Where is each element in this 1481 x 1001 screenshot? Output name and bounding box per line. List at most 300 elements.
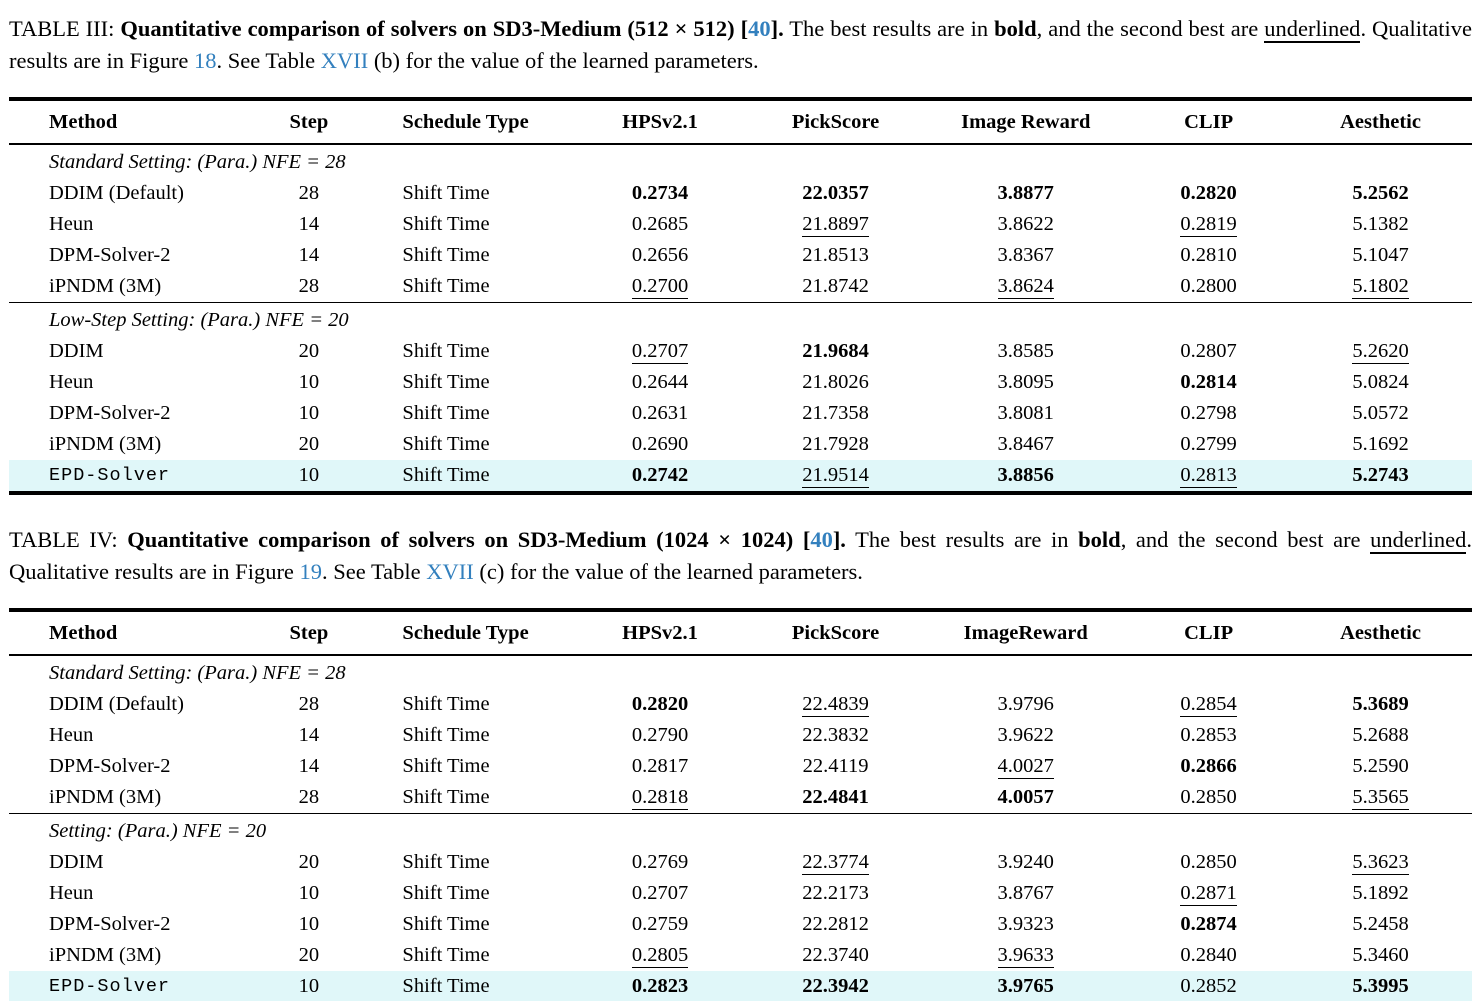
metric-value: 0.2769	[631, 851, 689, 873]
metric-value: 0.2853	[1180, 724, 1237, 746]
metric-value: 22.2812	[802, 913, 869, 935]
column-header-aesthetic: Aesthetic	[1289, 99, 1472, 144]
metric-cell	[748, 460, 924, 493]
metric-cell	[1289, 240, 1472, 271]
metric-cell	[748, 398, 924, 429]
metric-cell	[1289, 940, 1472, 971]
step-cell: 28	[298, 786, 320, 808]
metric-value: 0.2707	[631, 882, 689, 904]
ref-link[interactable]: 19	[299, 559, 323, 584]
metric-value: 5.0572	[1352, 402, 1409, 424]
step-cell: 28	[298, 182, 320, 204]
metric-value: 5.3460	[1352, 944, 1409, 966]
metric-cell	[1128, 878, 1289, 909]
metric-value: 0.2734	[631, 182, 689, 204]
metric-cell	[1289, 429, 1472, 460]
table-row	[9, 940, 1472, 971]
metric-cell	[1289, 720, 1472, 751]
metric-cell	[748, 878, 924, 909]
metric-value: 0.2820	[1180, 182, 1237, 204]
metric-cell	[572, 782, 748, 814]
caption-text: , and the second best are	[1120, 527, 1371, 552]
table-row	[9, 367, 1472, 398]
metric-cell	[1128, 689, 1289, 720]
metric-cell	[923, 460, 1128, 493]
column-header-imagereward: ImageReward	[923, 610, 1128, 655]
metric-cell	[572, 720, 748, 751]
method-cell: DDIM (Default)	[49, 182, 184, 204]
metric-value: 0.2814	[1180, 371, 1237, 393]
schedule-cell: Shift Time	[402, 724, 490, 746]
caption-text: ].	[832, 527, 846, 552]
step-cell: 28	[298, 275, 320, 297]
metric-value: 21.7928	[802, 433, 869, 455]
table-row	[9, 751, 1472, 782]
schedule-cell: Shift Time	[402, 755, 490, 777]
step-cell: 20	[298, 944, 320, 966]
metric-value: 5.1692	[1352, 433, 1409, 455]
method-cell: DPM-Solver-2	[49, 913, 171, 935]
caption-text: . See Table	[216, 48, 321, 73]
metric-cell	[1128, 909, 1289, 940]
epd-solver-row	[9, 971, 1472, 1001]
step-cell: 20	[298, 340, 320, 362]
metric-cell	[1128, 271, 1289, 303]
metric-cell	[1289, 398, 1472, 429]
metric-cell	[1289, 689, 1472, 720]
metric-cell	[572, 429, 748, 460]
method-cell: iPNDM (3M)	[49, 275, 162, 297]
metric-cell	[748, 240, 924, 271]
caption-text: . Qualitative results are in Figure	[9, 527, 1473, 584]
metric-value: 3.9765	[997, 975, 1054, 997]
schedule-cell: Shift Time	[402, 371, 490, 393]
metric-cell	[1289, 878, 1472, 909]
metric-value: 0.2700	[631, 275, 689, 297]
metric-cell	[923, 336, 1128, 367]
schedule-cell: Shift Time	[402, 913, 490, 935]
metric-value: 5.2620	[1352, 340, 1409, 362]
metric-value: 3.8095	[997, 371, 1054, 393]
metric-cell	[923, 720, 1128, 751]
metric-cell	[1128, 367, 1289, 398]
metric-cell	[572, 940, 748, 971]
metric-value: 3.8856	[997, 464, 1054, 486]
metric-value: 21.7358	[802, 402, 869, 424]
metric-cell	[572, 751, 748, 782]
metric-cell	[1128, 398, 1289, 429]
caption-text: , and the second best are	[1036, 16, 1265, 41]
metric-value: 4.0027	[997, 755, 1054, 777]
metric-cell	[923, 940, 1128, 971]
metric-value: 0.2818	[631, 786, 689, 808]
method-cell: iPNDM (3M)	[49, 433, 162, 455]
metric-value: 5.2562	[1352, 182, 1409, 204]
column-header-image-reward: Image Reward	[923, 99, 1128, 144]
metric-value: 21.8026	[802, 371, 869, 393]
metric-value: 0.2807	[1180, 340, 1237, 362]
metric-cell	[1128, 971, 1289, 1001]
table-iv-caption	[9, 524, 1472, 588]
metric-cell	[748, 720, 924, 751]
metric-cell	[748, 367, 924, 398]
method-cell: DPM-Solver-2	[49, 244, 171, 266]
metric-cell	[923, 398, 1128, 429]
caption-text: . Qualitative results are in Figure	[9, 16, 1472, 73]
metric-value: 3.8081	[997, 402, 1054, 424]
metric-cell	[923, 178, 1128, 209]
metric-cell	[923, 751, 1128, 782]
caption-text: Quantitative comparison of solvers on SD3-Medium (512 × 512) [	[120, 16, 749, 41]
metric-value: 22.2173	[802, 882, 869, 904]
section-title: Standard Setting: (Para.) NFE = 28	[49, 151, 346, 173]
table-row	[9, 178, 1472, 209]
caption-text: The best results are in	[845, 527, 1079, 552]
metric-cell	[1128, 782, 1289, 814]
metric-value: 0.2805	[631, 944, 689, 966]
schedule-cell: Shift Time	[402, 975, 490, 997]
metric-cell	[1128, 429, 1289, 460]
metric-value: 3.9622	[997, 724, 1054, 746]
caption-text: TABLE IV:	[9, 527, 128, 552]
ref-link[interactable]: 40	[810, 527, 833, 552]
metric-cell	[923, 367, 1128, 398]
metric-value: 5.3565	[1352, 786, 1409, 808]
metric-value: 0.2644	[631, 371, 689, 393]
table-iii-block	[9, 13, 1472, 495]
metric-cell	[1289, 782, 1472, 814]
metric-cell	[748, 209, 924, 240]
metric-cell	[1289, 460, 1472, 493]
metric-cell	[572, 178, 748, 209]
metric-cell	[572, 847, 748, 878]
metric-value: 5.1382	[1352, 213, 1409, 235]
ref-link[interactable]: 40	[748, 16, 771, 41]
metric-cell	[1289, 209, 1472, 240]
metric-cell	[923, 209, 1128, 240]
table-row	[9, 429, 1472, 460]
step-cell: 14	[298, 244, 320, 266]
metric-cell	[1128, 751, 1289, 782]
section-header-row	[9, 814, 1472, 848]
metric-value: 3.8877	[997, 182, 1054, 204]
schedule-cell: Shift Time	[402, 882, 490, 904]
metric-value: 5.2688	[1352, 724, 1409, 746]
schedule-cell: Shift Time	[402, 851, 490, 873]
table-row	[9, 689, 1472, 720]
metric-value: 0.2798	[1180, 402, 1237, 424]
metric-cell	[1128, 847, 1289, 878]
ref-link[interactable]: 18	[193, 48, 217, 73]
metric-cell	[572, 909, 748, 940]
metric-value: 22.4841	[802, 786, 869, 808]
step-cell: 14	[298, 755, 320, 777]
metric-value: 3.8767	[997, 882, 1054, 904]
metric-value: 0.2820	[631, 693, 689, 715]
method-cell: DPM-Solver-2	[49, 755, 171, 777]
column-header-method: Method	[9, 610, 250, 655]
metric-value: 0.2854	[1180, 693, 1237, 715]
schedule-cell: Shift Time	[402, 275, 490, 297]
metric-cell	[1289, 367, 1472, 398]
table-row	[9, 336, 1472, 367]
metric-cell	[748, 271, 924, 303]
metric-value: 22.3740	[802, 944, 869, 966]
metric-value: 5.3995	[1352, 975, 1409, 997]
schedule-cell: Shift Time	[402, 213, 490, 235]
metric-cell	[748, 178, 924, 209]
metric-cell	[748, 940, 924, 971]
metric-value: 5.1802	[1352, 275, 1409, 297]
metric-cell	[748, 971, 924, 1001]
metric-cell	[572, 367, 748, 398]
table-row	[9, 271, 1472, 303]
ref-link[interactable]: XVII	[320, 48, 369, 73]
metric-value: 21.9514	[802, 464, 869, 486]
column-header-step: Step	[250, 99, 367, 144]
metric-value: 5.2458	[1352, 913, 1409, 935]
table-row	[9, 398, 1472, 429]
metric-value: 3.9323	[997, 913, 1054, 935]
column-header-step: Step	[250, 610, 367, 655]
table-row	[9, 782, 1472, 814]
metric-value: 22.4119	[802, 755, 869, 777]
metric-cell	[1128, 336, 1289, 367]
metric-value: 3.9796	[997, 693, 1054, 715]
metric-value: 0.2790	[631, 724, 689, 746]
method-cell: Heun	[49, 724, 94, 746]
column-header-pickscore: PickScore	[748, 610, 924, 655]
metric-value: 21.8742	[802, 275, 869, 297]
schedule-cell: Shift Time	[402, 340, 490, 362]
metric-value: 22.3832	[802, 724, 869, 746]
metric-cell	[748, 782, 924, 814]
schedule-cell: Shift Time	[402, 402, 490, 424]
epd-solver-row	[9, 460, 1472, 493]
table-row	[9, 720, 1472, 751]
metric-value: 3.9240	[997, 851, 1054, 873]
metric-cell	[1289, 971, 1472, 1001]
method-cell: DPM-Solver-2	[49, 402, 171, 424]
step-cell: 10	[298, 464, 320, 486]
step-cell: 28	[298, 693, 320, 715]
column-header-aesthetic: Aesthetic	[1289, 610, 1472, 655]
step-cell: 10	[298, 371, 320, 393]
metric-value: 4.0057	[997, 786, 1054, 808]
metric-cell	[572, 271, 748, 303]
metric-value: 5.1892	[1352, 882, 1409, 904]
metric-value: 3.8367	[997, 244, 1054, 266]
metric-value: 0.2850	[1180, 851, 1237, 873]
metric-value: 3.8622	[997, 213, 1054, 235]
metric-cell	[748, 909, 924, 940]
metric-value: 0.2742	[631, 464, 689, 486]
method-cell: Heun	[49, 371, 94, 393]
metric-cell	[572, 878, 748, 909]
metric-value: 5.1047	[1352, 244, 1409, 266]
metric-cell	[923, 271, 1128, 303]
metric-cell	[572, 689, 748, 720]
metric-value: 0.2840	[1180, 944, 1237, 966]
metric-cell	[1289, 271, 1472, 303]
metric-cell	[1128, 460, 1289, 493]
metric-cell	[923, 782, 1128, 814]
metric-value: 21.8513	[802, 244, 869, 266]
metric-value: 0.2819	[1180, 213, 1237, 235]
metric-value: 0.2800	[1180, 275, 1237, 297]
caption-text: (b) for the value of the learned parameters.	[368, 48, 759, 73]
metric-value: 22.4839	[802, 693, 869, 715]
caption-text: underlined	[1370, 527, 1467, 552]
section-title: Standard Setting: (Para.) NFE = 28	[49, 662, 346, 684]
section-title: Low-Step Setting: (Para.) NFE = 20	[9, 303, 1472, 337]
metric-value: 22.3942	[802, 975, 869, 997]
metric-cell	[923, 878, 1128, 909]
table-row	[9, 847, 1472, 878]
section-header-row	[9, 303, 1472, 337]
step-cell: 20	[298, 433, 320, 455]
metric-cell	[572, 336, 748, 367]
metric-cell	[923, 909, 1128, 940]
metric-cell	[923, 847, 1128, 878]
schedule-cell: Shift Time	[402, 693, 490, 715]
metric-value: 0.2656	[631, 244, 689, 266]
metric-cell	[923, 429, 1128, 460]
metric-value: 0.2871	[1180, 882, 1237, 904]
metric-value: 21.8897	[802, 213, 869, 235]
metric-cell	[1289, 847, 1472, 878]
metric-value: 21.9684	[802, 340, 869, 362]
metric-cell	[748, 336, 924, 367]
metric-value: 0.2866	[1180, 755, 1237, 777]
column-header-hpsv2-1: HPSv2.1	[572, 99, 748, 144]
metric-cell	[748, 751, 924, 782]
metric-cell	[572, 209, 748, 240]
schedule-cell: Shift Time	[402, 786, 490, 808]
step-cell: 14	[298, 724, 320, 746]
table-row	[9, 878, 1472, 909]
column-header-schedule-type: Schedule Type	[367, 610, 572, 655]
ref-link[interactable]: XVII	[426, 559, 474, 584]
metric-cell	[572, 240, 748, 271]
metric-value: 0.2823	[631, 975, 689, 997]
column-header-pickscore: PickScore	[748, 99, 924, 144]
metric-value: 0.2817	[631, 755, 689, 777]
metric-value: 5.2590	[1352, 755, 1409, 777]
metric-value: 0.2810	[1180, 244, 1237, 266]
metric-value: 0.2690	[631, 433, 689, 455]
step-cell: 10	[298, 402, 320, 424]
metric-cell	[572, 398, 748, 429]
step-cell: 20	[298, 851, 320, 873]
metric-value: 5.3689	[1352, 693, 1409, 715]
metric-cell	[1289, 909, 1472, 940]
caption-text: ].	[770, 16, 784, 41]
column-header-clip: CLIP	[1128, 610, 1289, 655]
metric-value: 3.8624	[997, 275, 1054, 297]
metric-cell	[1128, 240, 1289, 271]
section-title: Setting: (Para.) NFE = 20	[9, 814, 1472, 848]
metric-cell	[923, 971, 1128, 1001]
section-header-row	[9, 655, 1472, 689]
table-iii-caption	[9, 13, 1472, 77]
metric-value: 0.2813	[1180, 464, 1237, 486]
caption-text: TABLE III:	[9, 16, 121, 41]
metric-cell	[572, 460, 748, 493]
metric-cell	[923, 689, 1128, 720]
schedule-cell: Shift Time	[402, 464, 490, 486]
metric-value: 0.2874	[1180, 913, 1237, 935]
metric-cell	[1289, 178, 1472, 209]
table-row	[9, 240, 1472, 271]
metric-value: 0.2685	[631, 213, 689, 235]
schedule-cell: Shift Time	[402, 244, 490, 266]
metric-value: 22.3774	[802, 851, 869, 873]
caption-text: The best results are in	[783, 16, 995, 41]
table-iv-block	[9, 524, 1472, 1001]
caption-text: (c) for the value of the learned parameters.	[473, 559, 863, 584]
step-cell: 14	[298, 213, 320, 235]
metric-cell	[1289, 336, 1472, 367]
method-cell: iPNDM (3M)	[49, 944, 162, 966]
column-header-hpsv2-1: HPSv2.1	[572, 610, 748, 655]
metric-value: 3.8585	[997, 340, 1054, 362]
caption-text: bold	[1078, 527, 1121, 552]
metric-value: 5.2743	[1352, 464, 1409, 486]
step-cell: 10	[298, 882, 320, 904]
metric-cell	[1289, 751, 1472, 782]
metric-value: 0.2799	[1180, 433, 1237, 455]
method-cell: EPD-Solver	[49, 465, 171, 486]
metric-value: 0.2707	[631, 340, 689, 362]
method-cell: DDIM (Default)	[49, 693, 184, 715]
metric-value: 5.0824	[1352, 371, 1409, 393]
section-header-row	[9, 144, 1472, 178]
schedule-cell: Shift Time	[402, 182, 490, 204]
metric-cell	[1128, 720, 1289, 751]
column-header-clip: CLIP	[1128, 99, 1289, 144]
metric-cell	[923, 240, 1128, 271]
table-header-row	[9, 610, 1472, 655]
caption-text: underlined	[1264, 16, 1361, 41]
caption-text: bold	[994, 16, 1037, 41]
metric-value: 5.3623	[1352, 851, 1409, 873]
step-cell: 10	[298, 913, 320, 935]
table-header-row	[9, 99, 1472, 144]
metric-cell	[572, 971, 748, 1001]
method-cell: Heun	[49, 882, 94, 904]
metric-value: 22.0357	[802, 182, 869, 204]
metric-value: 3.8467	[997, 433, 1054, 455]
metric-value: 0.2850	[1180, 786, 1237, 808]
metric-value: 0.2631	[631, 402, 689, 424]
table-row	[9, 909, 1472, 940]
caption-text: . See Table	[322, 559, 427, 584]
method-cell: DDIM	[49, 851, 104, 873]
table-iii	[9, 97, 1472, 495]
step-cell: 10	[298, 975, 320, 997]
column-header-schedule-type: Schedule Type	[367, 99, 572, 144]
method-cell: DDIM	[49, 340, 104, 362]
metric-value: 3.9633	[997, 944, 1054, 966]
metric-cell	[1128, 209, 1289, 240]
metric-value: 0.2852	[1180, 975, 1237, 997]
table-row	[9, 209, 1472, 240]
method-cell: EPD-Solver	[49, 976, 171, 997]
metric-cell	[1128, 940, 1289, 971]
table-iv	[9, 608, 1472, 1001]
metric-cell	[748, 689, 924, 720]
